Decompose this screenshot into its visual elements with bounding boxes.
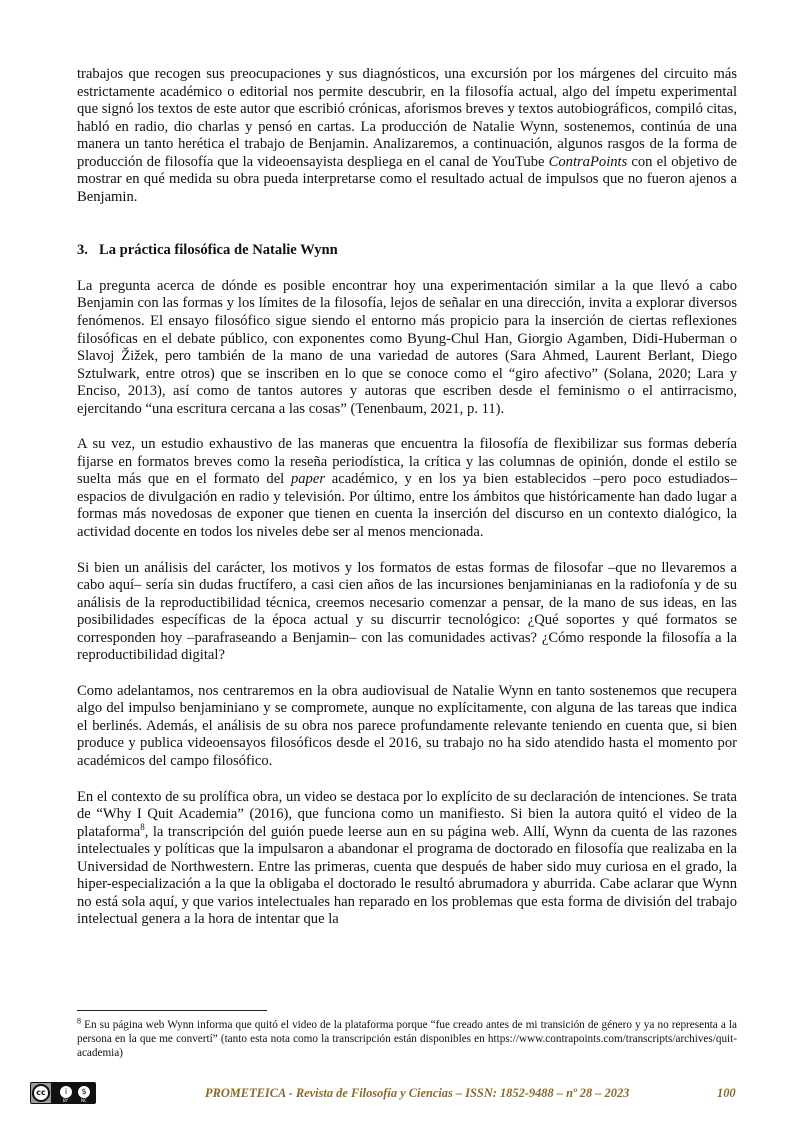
paragraph-5: En el contexto de su prolífica obra, un video se destaca por lo explícito de su declaración de intenciones. Se trata de “Why I Quit Academia” (2016), que funciona como un manifiesto. Si bien la autora quitó el video de la plataforma$^8$, la transcripción del guión puede leerse aun en su página web. Allí, Wynn da cuenta de las razones intelectuales y políticas que la impulsaron a abandonar el programa de doctorado en filosofía que realizaba en la Universidad de Northwestern. Entre las primeras, cuenta que después de haber sido muy curiosa en el grado, la hiper-especialización a la que la obligaba el doctorado le resultó abrumadora y aburrida. Cabe aclarar que Wynn no está sola aquí, y que varios intelectuales han reparado en los problemas que esta forma de división del trabajo intelectual genera a la hora de intentar que la [77,788,737,928]
attribution-icon: i [59,1085,73,1099]
noncommercial-icon: $ [77,1085,91,1099]
footnote-divider [77,1010,267,1011]
paragraph-4: Como adelantamos, nos centraremos en la obra audiovisual de Natalie Wynn en tanto sostenemos que recupera algo del impulso benjaminiano y se compromete, aunque no explícitamente, con alguna de las tareas que indica el berlinés. Además, el análisis de su obra nos parece profundamente relevante teniendo en cuenta que, si bien produce y publica videoensayos filosóficos desde el 2016, su trabajo no ha sido atendido hasta el momento por académicos del campo filosófico. [77,682,737,769]
creative-commons-icon[interactable] [30,1082,96,1104]
paper-term: paper [290,471,326,488]
paragraph-intro: trabajos que recogen sus preocupaciones y sus diagnósticos, una excursión por los márgenes del circuito más estrictamente académico o editorial nos permite descubrir, en la filosofía actual, algo del ímpetu experimental que signó los textos de este autor que escribió crónicas, aforismos breves y textos autobiográficos, compiló citas, habló en radio, dio charlas y pensó en cartas. La producción de Natalie Wynn, sostenemos, continúa de una manera un tanto herética el trabajo de Benjamin. Analizaremos, a continuación, algunos rasgos de la forma de producción de filosofía que la videoensayista despliega en el canal de YouTube ContraPoints con el objetivo de mostrar en qué medida su obra pueda interpretarse como el resultado actual de impulsos que no fueron ajenos a Benjamin. [77,66,737,205]
paragraph-3: Si bien un análisis del carácter, los motivos y los formatos de estas formas de filosofar –que no llevaremos a cabo aquí– sería sin dudas fructífero, a casi cien años de las incursiones benjaminianas en la radiofonía y de su análisis de la reproductibilidad técnica, creemos necesario comenzar a pensar, de la mano de sus ideas, en las posibilidades específicas de la época actual y su discurrir tecnológico: ¿Qué soportes y qué formatos se corresponden hoy –parafraseando a Benjamin– con las comunidades activas? ¿Cómo responde la filosofía a la reproductibilidad digital? [77,559,737,664]
paragraph-1: La pregunta acerca de dónde es posible encontrar hoy una experimentación similar a la que llevó a cabo Benjamin con las formas y los límites de la filosofía, lejos de señalar en una dirección, invita a explorar diversos fenómenos. El ensayo filosófico sigue siendo el entorno más propicio para la inserción de ciertas reflexiones filosóficas en el debate público, con exponentes como Byung-Chul Han, Giorgio Agamben, Didi-Huberman o Slavoj Žižek, pero también de la mano de una variedad de autores (Sara Ahmed, Laurent Berlant, Diego Sztulwark, entre otros) que se inscriben en lo que se conoce como el “giro afectivo” (Solana, 2020; Lara y Enciso, 2013), así como de tantos autores y autoras que escriben desde el feminismo o el antirracismo, ejercitando “una escritura cercana a las cosas” (Tenenbaum, 2021, p. 11). [77,277,737,417]
cc-icon: cc [32,1084,50,1102]
footnote-number: 8 [77,1016,81,1026]
journal-citation: PROMETEICA - Revista de Filosofía y Ciencias – ISSN: 1852-9488 – nº 28 – 2023 [205,1086,630,1100]
footnote [77,1016,738,1060]
section-heading [77,242,737,260]
license-nc-label: NC [81,1098,87,1103]
page-number: 100 [717,1086,736,1100]
license-by-label: BY [63,1098,68,1103]
paragraph-2: A su vez, un estudio exhaustivo de las maneras que encuentra la filosofía de flexibilizar sus formas debería fijarse en formatos breves como la reseña periodística, la crítica y las columnas de opinión, donde el estilo se suelta más que en el formato del paper académico, y en los ya bien establecidos –pero poco estudiados– espacios de divulgación en radio y televisión. Por último, entre los ámbitos que históricamente han dado lugar a formas más novedosas de exponer que tienen en cuenta la inserción del discurso en un contexto dialógico, la actividad docente en todos los niveles debe ser al menos mencionada. [77,436,738,540]
page-footer [0,1082,793,1112]
channel-name: ContraPoints [548,153,628,170]
article-body [77,66,737,947]
section-title: La práctica filosófica de Natalie Wynn [99,242,338,259]
footnote-reference[interactable]: 8 [140,821,145,832]
footnote-text: En su página web Wynn informa que quitó el video de la plataforma porque “fue creado antes de mi transición de género y ya no representa a la persona en la que me convertí” (tanto esta nota como la transcripción están disponibles en https://www.contrapoints.com/transcripts/archives/quit-academia) [77,1019,738,1059]
section-number: 3. [77,242,88,259]
